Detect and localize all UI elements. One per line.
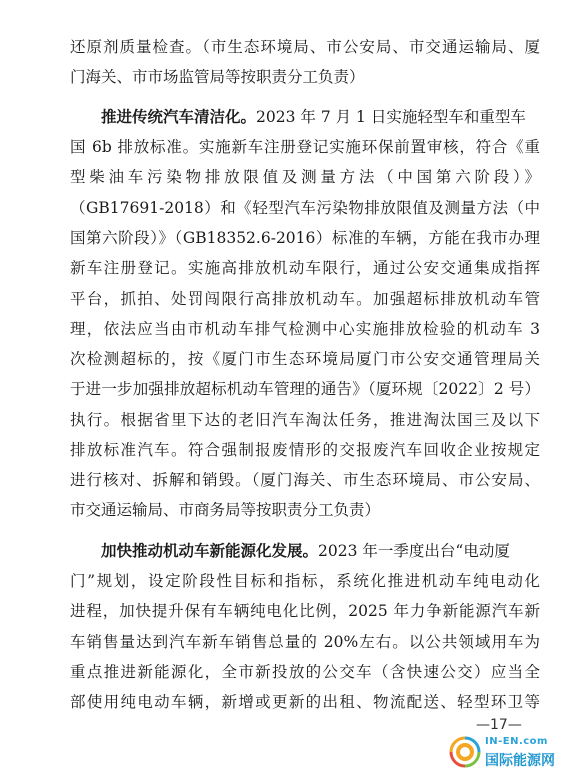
watermark-logo-icon — [448, 735, 482, 769]
text-line: 门”规划，设定阶段性目标和指标，系统化推进机动车纯电动化 — [70, 572, 540, 590]
text-line: 型柴油车污染物排放限值及测量方法（中国第六阶段）》 — [70, 168, 540, 186]
text-line: （GB17691-2018）和《轻型汽车污染物排放限值及测量方法（中 — [70, 199, 540, 217]
text-span: 2023 年一季度出台“电动厦 — [318, 542, 510, 560]
heading-new-energy-vehicles: 加快推动机动车新能源化发展。 — [101, 541, 319, 560]
text-line: 次检测超标的，按《厦门市生态环境局厦门市公安交通管理局关 — [70, 350, 540, 368]
paragraph-clean-first-line — [101, 107, 540, 127]
text-line: 平台，抓拍、处罚闯限行高排放机动车。加强超标排放机动车管 — [70, 290, 540, 308]
text-line: 重点推进新能源化，全市新投放的公交车（含快速公交）应当全 — [70, 663, 540, 681]
text-line: 还原剂质量检查。（市生态环境局、市公安局、市交通运输局、厦 — [70, 38, 540, 56]
paragraph-ev-first-line — [101, 541, 540, 561]
watermark — [448, 733, 573, 775]
text-line: 于进一步加强排放超标机动车管理的通告》（厦环规〔2022〕2 号） — [70, 380, 540, 398]
text-line: 新车注册登记。实施高排放机动车限行，通过公安交通集成指挥 — [70, 259, 540, 277]
text-line: 车销售量达到汽车新车销售总量的 20%左右。以公共领域用车为 — [70, 633, 540, 651]
page-number: —17— — [476, 717, 522, 733]
text-line: 国 6b 排放标准。实施新车注册登记实施环保前置审核，符合《重 — [70, 138, 540, 156]
heading-clean-vehicles: 推进传统汽车清洁化。 — [101, 107, 257, 126]
text-line: 排放标准汽车。符合强制报废情形的交报废汽车回收企业按规定 — [70, 441, 540, 459]
text-line: 执行。根据省里下达的老旧汽车淘汰任务，推进淘汰国三及以下 — [70, 411, 540, 429]
text-line: 进行核对、拆解和销毁。（厦门海关、市生态环境局、市公安局、 — [70, 471, 540, 489]
text-line: 市交通运输局、市商务局等按职责分工负责） — [70, 501, 381, 519]
text-line: 国第六阶段）》（GB18352.6-2016）标准的车辆，方能在我市办理 — [70, 229, 540, 247]
watermark-site-name: 国际能源网 — [485, 753, 555, 769]
watermark-domain: IN-EN.com — [485, 736, 548, 747]
text-line: 进程，加快提升保有车辆纯电化比例，2025 年力争新能源汽车新 — [70, 602, 540, 620]
text-line: 理，依法应当由市机动车排气检测中心实施排放检验的机动车 3 — [70, 320, 540, 338]
text-span: 2023 年 7 月 1 日实施轻型车和重型车 — [256, 108, 526, 126]
text-line: 部使用纯电动车辆，新增或更新的出租、物流配送、轻型环卫等 — [70, 693, 540, 711]
text-line: 门海关、市市场监管局等按职责分工负责） — [70, 68, 365, 86]
